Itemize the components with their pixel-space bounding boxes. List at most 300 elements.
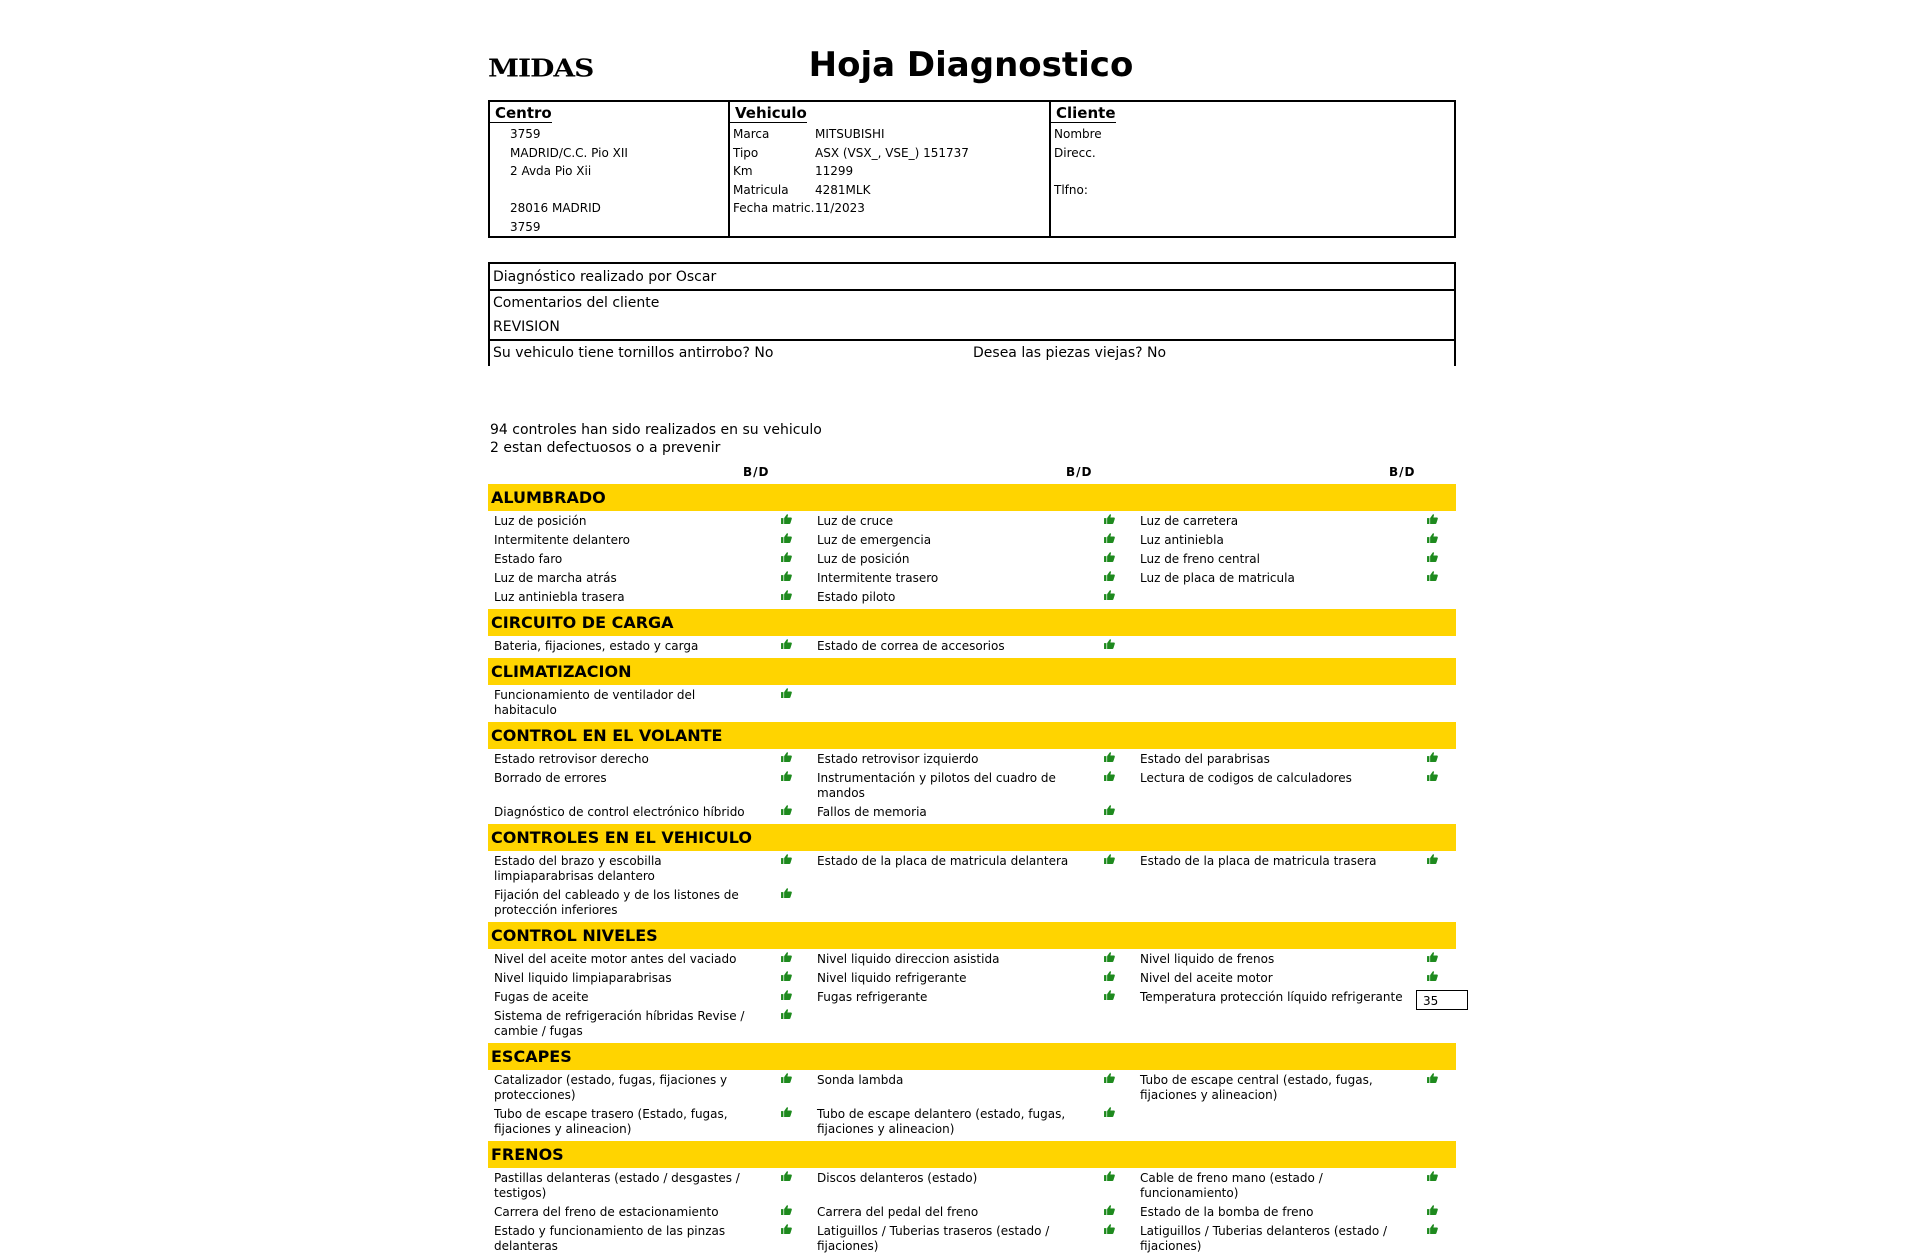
check-item [1134, 639, 1456, 658]
check-label: Estado de la placa de matricula delantera [817, 854, 1069, 868]
check-item [1134, 752, 1457, 771]
diagnostico-realizado: Diagnóstico realizado por Oscar [490, 264, 1454, 291]
check-item [811, 571, 1134, 590]
check-item [488, 1205, 811, 1224]
check-status [1404, 854, 1457, 884]
centro-line [510, 181, 728, 200]
vehiculo-label: Matricula [733, 182, 789, 197]
check-row [488, 533, 1456, 552]
check-item [811, 1224, 1134, 1258]
section-body [488, 685, 1456, 722]
check-status [1404, 952, 1457, 967]
check-row [488, 552, 1456, 571]
thumbs-up-icon [781, 1009, 792, 1019]
check-label: Nivel liquido refrigerante [817, 971, 967, 985]
thumbs-up-icon [1104, 752, 1115, 762]
check-label: Sistema de refrigeración híbridas Revise / cambie / fugas [494, 1009, 745, 1038]
check-item [811, 952, 1134, 971]
check-label: Fijación del cableado y de los listones de protección inferiores [494, 888, 739, 917]
check-status [758, 590, 811, 605]
thumbs-up-icon [781, 990, 792, 1000]
check-status [758, 1009, 811, 1039]
vehiculo-label: Marca [733, 127, 770, 141]
check-label: Borrado de errores [494, 771, 607, 785]
check-status [758, 1224, 811, 1254]
thumbs-up-icon [1427, 533, 1438, 543]
check-status [1081, 952, 1134, 967]
check-status [1081, 533, 1134, 548]
check-status [758, 533, 811, 548]
check-item [1134, 571, 1457, 590]
check-status [758, 1205, 811, 1220]
check-item [488, 1073, 811, 1107]
check-row [488, 1009, 1456, 1043]
thumbs-up-icon [1104, 771, 1115, 781]
check-item [488, 990, 811, 1009]
thumbs-up-icon [1104, 805, 1115, 815]
check-label: Estado de la bomba de freno [1140, 1205, 1314, 1219]
check-status [1404, 1205, 1457, 1220]
check-item [1134, 805, 1456, 824]
thumbs-up-icon [781, 1224, 792, 1234]
check-item [811, 971, 1134, 990]
vehiculo-label: Km [733, 164, 753, 179]
check-label: Nivel liquido de frenos [1140, 952, 1275, 966]
thumbs-up-icon [781, 752, 792, 762]
check-label: Luz de freno central [1140, 552, 1260, 566]
check-label: Cable de freno mano (estado / funcionamiento) [1140, 1171, 1323, 1200]
check-row [488, 805, 1456, 824]
cliente-label [1051, 162, 1054, 181]
check-item [488, 533, 811, 552]
check-item [811, 688, 1134, 722]
piezas-text: Desea las piezas viejas? No [973, 345, 1167, 361]
check-item [811, 805, 1134, 824]
check-status [1404, 1171, 1457, 1201]
thumbs-up-icon [1427, 971, 1438, 981]
check-item [1134, 1224, 1457, 1258]
check-item [811, 1205, 1134, 1224]
check-status [1081, 1224, 1134, 1254]
check-status [1081, 571, 1134, 586]
check-status [1404, 571, 1457, 586]
check-item [488, 552, 811, 571]
section-body [488, 1168, 1456, 1258]
check-item [1134, 990, 1457, 1009]
check-item [811, 1107, 1134, 1141]
thumbs-up-icon [781, 571, 792, 581]
check-label: Luz de emergencia [817, 533, 932, 547]
section-body [488, 749, 1456, 824]
centro-line: 3759 [510, 127, 541, 141]
check-item [811, 514, 1134, 533]
check-label: Estado retrovisor izquierdo [817, 752, 979, 766]
thumbs-up-icon [781, 533, 792, 543]
check-row [488, 854, 1456, 888]
check-item [1134, 688, 1457, 722]
check-status [758, 952, 811, 967]
bd-header: B/D [743, 465, 770, 479]
check-label: Nivel del aceite motor [1140, 971, 1273, 985]
thumbs-up-icon [1427, 771, 1438, 781]
check-item [1134, 1171, 1457, 1205]
checklist-sections [488, 484, 1456, 1258]
check-label: Estado faro [494, 552, 563, 566]
check-item [488, 854, 811, 888]
check-row [488, 590, 1456, 609]
check-label: Nivel del aceite motor antes del vaciado [494, 952, 737, 966]
check-status [758, 1171, 811, 1201]
check-item [1134, 514, 1457, 533]
comentarios-value: REVISION [490, 316, 1454, 341]
check-item [488, 1171, 811, 1205]
centro-heading: Centro [490, 102, 552, 123]
check-item [1134, 1107, 1456, 1141]
vehiculo-value: 11/2023 [815, 201, 865, 216]
centro-line: MADRID/C.C. Pio XII [510, 145, 628, 160]
check-label: Fugas refrigerante [817, 990, 928, 1004]
check-label: Carrera del freno de estacionamiento [494, 1205, 719, 1219]
thumbs-up-icon [1104, 990, 1115, 1000]
thumbs-up-icon [1104, 571, 1115, 581]
check-label: Estado del parabrisas [1140, 752, 1270, 766]
thumbs-up-icon [1427, 571, 1438, 581]
check-status [1081, 990, 1134, 1005]
thumbs-up-icon [781, 971, 792, 981]
thumbs-up-icon [1427, 952, 1438, 962]
check-item [488, 1009, 811, 1043]
check-label: Luz de posición [494, 514, 587, 528]
check-status [1081, 771, 1134, 801]
check-status [758, 990, 811, 1005]
check-label: Estado y funcionamiento de las pinzas delanteras [494, 1224, 726, 1253]
thumbs-up-icon [1427, 1073, 1438, 1083]
check-status [1081, 1171, 1134, 1201]
thumbs-up-icon [1427, 514, 1438, 524]
check-label: Tubo de escape central (estado, fugas, fijaciones y alineacion) [1140, 1073, 1373, 1102]
diagnostic-box [488, 262, 1456, 366]
thumbs-up-icon [1427, 1171, 1438, 1181]
check-item [811, 888, 1134, 922]
thumbs-up-icon [1427, 1224, 1438, 1234]
check-row [488, 1073, 1456, 1107]
thumbs-up-icon [1104, 1171, 1115, 1181]
check-status [758, 514, 811, 529]
check-item [1134, 854, 1457, 888]
check-item [488, 888, 811, 922]
check-label: Latiguillos / Tuberias delanteros (estado / fijaciones) [1140, 1224, 1388, 1253]
check-status [1404, 752, 1457, 767]
check-label: Catalizador (estado, fugas, fijaciones y protecciones) [494, 1073, 728, 1102]
check-status [1404, 1224, 1457, 1254]
summary-line-2: 2 estan defectuosos o a prevenir [490, 440, 721, 456]
check-label: Lectura de codigos de calculadores [1140, 771, 1352, 785]
check-label: Temperatura protección líquido refrigerante [1140, 990, 1403, 1004]
check-label: Luz de posición [817, 552, 910, 566]
centro-line: 3759 [510, 219, 541, 234]
check-label: Estado retrovisor derecho [494, 752, 649, 766]
check-row [488, 1205, 1456, 1224]
check-label: Intermitente trasero [817, 571, 939, 585]
check-item [811, 990, 1134, 1009]
page-title: Hoja Diagnostico [808, 45, 1134, 85]
check-item [811, 771, 1134, 805]
bd-header: B/D [1389, 465, 1416, 479]
check-item [1134, 533, 1457, 552]
check-item [488, 971, 811, 990]
section-header: ALUMBRADO [488, 484, 1456, 511]
centro-line: 2 Avda Pio Xii [510, 164, 592, 179]
check-label: Luz de carretera [1140, 514, 1239, 528]
check-row [488, 688, 1456, 722]
check-status [1404, 971, 1457, 986]
section-header: CONTROLES EN EL VEHICULO [488, 824, 1456, 851]
check-item [1134, 952, 1457, 971]
check-status [1404, 771, 1457, 801]
section-header: CONTROL EN EL VOLANTE [488, 722, 1456, 749]
thumbs-up-icon [781, 590, 792, 600]
check-item [488, 639, 811, 658]
thumbs-up-icon [1104, 552, 1115, 562]
section-body [488, 851, 1456, 922]
check-label: Instrumentación y pilotos del cuadro de mandos [817, 771, 1056, 800]
check-label: Fallos de memoria [817, 805, 927, 819]
check-row [488, 952, 1456, 971]
check-status [1404, 990, 1457, 1008]
check-label: Tubo de escape trasero (Estado, fugas, fijaciones y alineacion) [494, 1107, 728, 1136]
check-label: Bateria, fijaciones, estado y carga [494, 639, 699, 653]
thumbs-up-icon [781, 552, 792, 562]
check-item [1134, 1205, 1457, 1224]
thumbs-up-icon [1427, 854, 1438, 864]
check-status [1081, 752, 1134, 767]
bd-header: B/D [1066, 465, 1093, 479]
check-item [811, 854, 1134, 888]
vehiculo-label: Tipo [733, 145, 759, 160]
thumbs-up-icon [1427, 752, 1438, 762]
check-label: Nivel liquido direccion asistida [817, 952, 1000, 966]
thumbs-up-icon [781, 1171, 792, 1181]
cliente-column [1049, 102, 1454, 236]
check-item [1134, 552, 1457, 571]
section-body [488, 636, 1456, 658]
check-status [1081, 971, 1134, 986]
check-status [758, 771, 811, 801]
check-item [1134, 888, 1457, 922]
summary-line-1: 94 controles han sido realizados en su vehiculo [490, 422, 822, 438]
check-item [1134, 971, 1457, 990]
thumbs-up-icon [781, 771, 792, 781]
check-status [1404, 1073, 1457, 1103]
thumbs-up-icon [1104, 1073, 1115, 1083]
check-item [811, 1009, 1134, 1043]
check-status [758, 639, 811, 654]
thumbs-up-icon [1104, 1205, 1115, 1215]
vehiculo-value: 11299 [815, 164, 854, 179]
check-item [488, 514, 811, 533]
check-row [488, 752, 1456, 771]
check-label: Luz de cruce [817, 514, 894, 528]
check-label: Luz de marcha atrás [494, 571, 617, 585]
thumbs-up-icon [1104, 854, 1115, 864]
check-label: Funcionamiento de ventilador del habitaculo [494, 688, 696, 717]
check-item [1134, 771, 1457, 805]
thumbs-up-icon [781, 688, 792, 698]
check-label: Luz antiniebla [1140, 533, 1224, 547]
check-item [811, 533, 1134, 552]
check-label: Tubo de escape delantero (estado, fugas, fijaciones y alineacion) [817, 1107, 1066, 1136]
check-item [811, 590, 1134, 609]
section-header: CLIMATIZACION [488, 658, 1456, 685]
check-status [1081, 590, 1134, 605]
check-status [758, 688, 811, 718]
section-body [488, 949, 1456, 1043]
check-status [758, 1073, 811, 1103]
check-row [488, 771, 1456, 805]
check-label: Discos delanteros (estado) [817, 1171, 978, 1185]
check-status [1081, 1073, 1134, 1103]
check-status [1404, 533, 1457, 548]
check-label: Estado del brazo y escobilla limpiaparabrisas delantero [494, 854, 662, 883]
thumbs-up-icon [1104, 952, 1115, 962]
check-label: Intermitente delantero [494, 533, 630, 547]
check-status [1404, 514, 1457, 529]
thumbs-up-icon [781, 1073, 792, 1083]
thumbs-up-icon [1104, 1107, 1115, 1117]
cliente-label: Nombre [1054, 127, 1102, 141]
check-item [488, 952, 811, 971]
check-item [811, 1171, 1134, 1205]
thumbs-up-icon [1104, 533, 1115, 543]
section-header: CIRCUITO DE CARGA [488, 609, 1456, 636]
check-item [488, 688, 811, 722]
check-status [758, 571, 811, 586]
check-item [811, 1073, 1134, 1107]
thumbs-up-icon [781, 1107, 792, 1117]
check-label: Latiguillos / Tuberias traseros (estado / fijaciones) [817, 1224, 1050, 1253]
vehiculo-value: ASX (VSX_, VSE_) 151737 [815, 145, 969, 160]
check-item [488, 752, 811, 771]
check-row [488, 514, 1456, 533]
check-item [488, 1224, 811, 1258]
check-status [1404, 552, 1457, 567]
thumbs-up-icon [1104, 590, 1115, 600]
check-label: Estado de la placa de matricula trasera [1140, 854, 1377, 868]
check-item [488, 771, 811, 805]
check-row [488, 971, 1456, 990]
check-status [758, 971, 811, 986]
thumbs-up-icon [1104, 1224, 1115, 1234]
cliente-label: Tlfno: [1054, 182, 1088, 197]
check-item [488, 1107, 811, 1141]
summary [490, 421, 822, 457]
info-box [488, 100, 1456, 238]
thumbs-up-icon [1104, 514, 1115, 524]
check-status [758, 854, 811, 884]
check-row [488, 888, 1456, 922]
check-status [758, 552, 811, 567]
check-item [488, 590, 811, 609]
thumbs-up-icon [1104, 639, 1115, 649]
check-item [811, 639, 1134, 658]
thumbs-up-icon [781, 888, 792, 898]
thumbs-up-icon [1104, 971, 1115, 981]
tornillos-text: Su vehiculo tiene tornillos antirrobo? No [493, 345, 774, 361]
section-header: CONTROL NIVELES [488, 922, 1456, 949]
section-header: ESCAPES [488, 1043, 1456, 1070]
check-label: Pastillas delanteras (estado / desgastes / testigos) [494, 1171, 740, 1200]
thumbs-up-icon [1427, 1205, 1438, 1215]
thumbs-up-icon [781, 514, 792, 524]
check-label: Estado piloto [817, 590, 896, 604]
midas-logo: MIDAS [488, 54, 594, 83]
thumbs-up-icon [1427, 552, 1438, 562]
check-row [488, 1107, 1456, 1141]
vehiculo-label: Fecha matric. [733, 201, 815, 216]
check-status [758, 1107, 811, 1137]
check-status [1081, 639, 1134, 654]
cliente-heading: Cliente [1051, 102, 1116, 123]
check-status [758, 888, 811, 918]
thumbs-up-icon [781, 639, 792, 649]
check-item [488, 805, 811, 824]
check-item [1134, 1073, 1457, 1107]
check-status [1081, 854, 1134, 884]
thumbs-up-icon [781, 952, 792, 962]
check-item [488, 571, 811, 590]
check-row [488, 571, 1456, 590]
thumbs-up-icon [781, 854, 792, 864]
check-item [1134, 590, 1456, 609]
check-status [758, 752, 811, 767]
check-label: Estado de correa de accesorios [817, 639, 1005, 653]
section-body [488, 511, 1456, 609]
check-status [1081, 552, 1134, 567]
check-label: Fugas de aceite [494, 990, 589, 1004]
check-label: Diagnóstico de control electrónico híbrido [494, 805, 745, 819]
check-status [1081, 1205, 1134, 1220]
check-row [488, 1224, 1456, 1258]
centro-line: 28016 MADRID [510, 201, 601, 216]
thumbs-up-icon [781, 1205, 792, 1215]
check-label: Carrera del pedal del freno [817, 1205, 979, 1219]
vehiculo-heading: Vehiculo [730, 102, 807, 123]
check-label: Luz antiniebla trasera [494, 590, 625, 604]
vehiculo-value: MITSUBISHI [815, 127, 885, 141]
check-status [758, 805, 811, 820]
check-row [488, 990, 1456, 1009]
check-status [1081, 805, 1134, 820]
thumbs-up-icon [781, 805, 792, 815]
comentarios-label: Comentarios del cliente [493, 295, 660, 311]
centro-column [490, 102, 728, 236]
section-header: FRENOS [488, 1141, 1456, 1168]
section-body [488, 1070, 1456, 1141]
check-status [1081, 1107, 1134, 1137]
vehiculo-value: 4281MLK [815, 182, 871, 197]
check-item [811, 552, 1134, 571]
antirrobo-row [490, 341, 1454, 366]
check-status [1081, 514, 1134, 529]
check-label: Luz de placa de matricula [1140, 571, 1295, 585]
check-label: Nivel liquido limpiaparabrisas [494, 971, 672, 985]
check-label: Sonda lambda [817, 1073, 904, 1087]
check-row [488, 1171, 1456, 1205]
cliente-label: Direcc. [1054, 145, 1096, 160]
check-item [1134, 1009, 1457, 1043]
vehiculo-column [728, 102, 1049, 236]
check-row [488, 639, 1456, 658]
